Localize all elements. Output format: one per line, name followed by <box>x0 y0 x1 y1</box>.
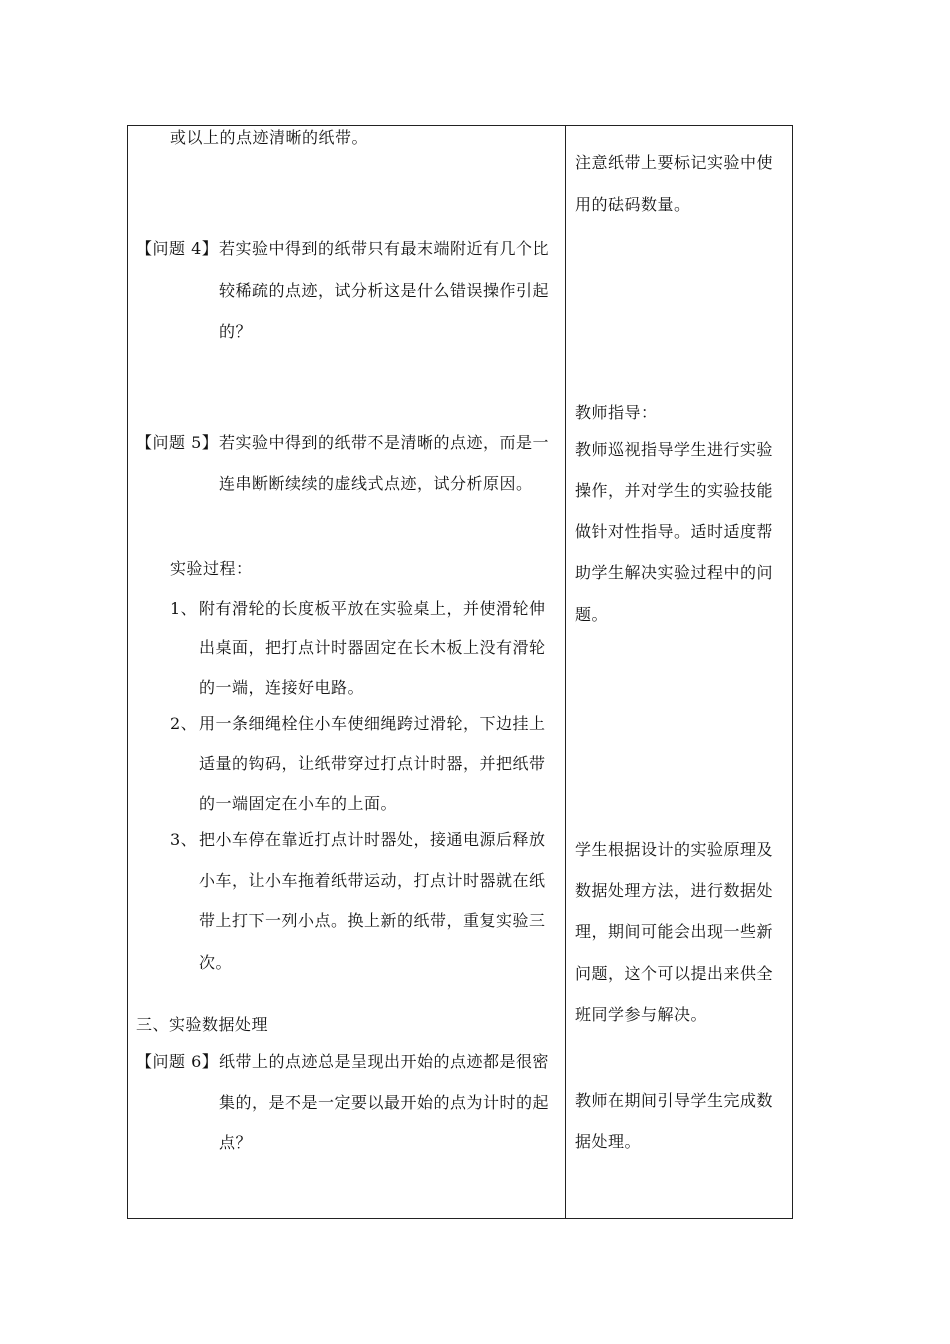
step-2-line-3: 的一端固定在小车的上面。 <box>199 794 398 813</box>
step-3-line-2: 小车，让小车拖着纸带运动，打点计时器就在纸 <box>199 871 546 890</box>
q4-line-1: 若实验中得到的纸带只有最末端附近有几个比 <box>219 239 550 258</box>
step-3-line-1: 把小车停在靠近打点计时器处，接通电源后释放 <box>199 830 546 849</box>
student-line-4: 问题，这个可以提出来供全 <box>575 964 774 983</box>
student-line-1: 学生根据设计的实验原理及 <box>575 840 774 859</box>
step-2-line-2: 适量的钩码，让纸带穿过打点计时器，并把纸带 <box>199 754 546 773</box>
q6-line-1: 纸带上的点迹总是呈现出开始的点迹都是很密 <box>219 1052 550 1071</box>
column-divider <box>565 125 566 1219</box>
note-line-2: 用的砝码数量。 <box>575 195 691 214</box>
q4-line-2: 较稀疏的点迹，试分析这是什么错误操作引起 <box>219 281 550 300</box>
q5-tag: 【问题 5】 <box>136 433 219 452</box>
student-line-2: 数据处理方法，进行数据处 <box>575 881 774 900</box>
note-line-1: 注意纸带上要标记实验中使 <box>575 153 774 172</box>
q5-line-2: 连串断断续续的虚线式点迹，试分析原因。 <box>219 474 533 493</box>
q4-tag: 【问题 4】 <box>136 239 219 258</box>
step-2-line-1: 用一条细绳栓住小车使细绳跨过滑轮，下边挂上 <box>199 714 546 733</box>
teacher-data-line-1: 教师在期间引导学生完成数 <box>575 1091 774 1110</box>
step-2-num: 2、 <box>170 714 198 733</box>
step-1-line-1: 附有滑轮的长度板平放在实验桌上，并使滑轮伸 <box>199 599 546 618</box>
teacher-guide-line-3: 做针对性指导。适时适度帮 <box>575 522 774 541</box>
teacher-guide-line-4: 助学生解决实验过程中的问 <box>575 563 774 582</box>
step-1-num: 1、 <box>170 599 198 618</box>
step-3-num: 3、 <box>170 830 198 849</box>
teacher-guide-line-2: 操作，并对学生的实验技能 <box>575 481 774 500</box>
teacher-guide-title: 教师指导： <box>575 403 658 422</box>
teacher-guide-line-1: 教师巡视指导学生进行实验 <box>575 440 774 459</box>
step-1-line-2: 出桌面，把打点计时器固定在长木板上没有滑轮 <box>199 638 546 657</box>
q5-line-1: 若实验中得到的纸带不是清晰的点迹，而是一 <box>219 433 550 452</box>
student-line-5: 班同学参与解决。 <box>575 1005 708 1024</box>
teacher-guide-line-5: 题。 <box>575 605 609 624</box>
intro-line: 或以上的点迹清晰的纸带。 <box>170 128 369 147</box>
teacher-data-line-2: 据处理。 <box>575 1132 642 1151</box>
process-title: 实验过程： <box>170 559 253 578</box>
q6-line-3: 点？ <box>219 1133 253 1152</box>
student-line-3: 理，期间可能会出现一些新 <box>575 922 774 941</box>
q6-tag: 【问题 6】 <box>136 1052 219 1071</box>
section-3-title: 三、实验数据处理 <box>136 1015 269 1034</box>
step-3-line-3: 带上打下一列小点。换上新的纸带，重复实验三 <box>199 911 546 930</box>
step-3-line-4: 次。 <box>199 953 233 972</box>
q4-line-3: 的？ <box>219 322 253 341</box>
q6-line-2: 集的，是不是一定要以最开始的点为计时的起 <box>219 1093 550 1112</box>
step-1-line-3: 的一端，连接好电路。 <box>199 678 365 697</box>
